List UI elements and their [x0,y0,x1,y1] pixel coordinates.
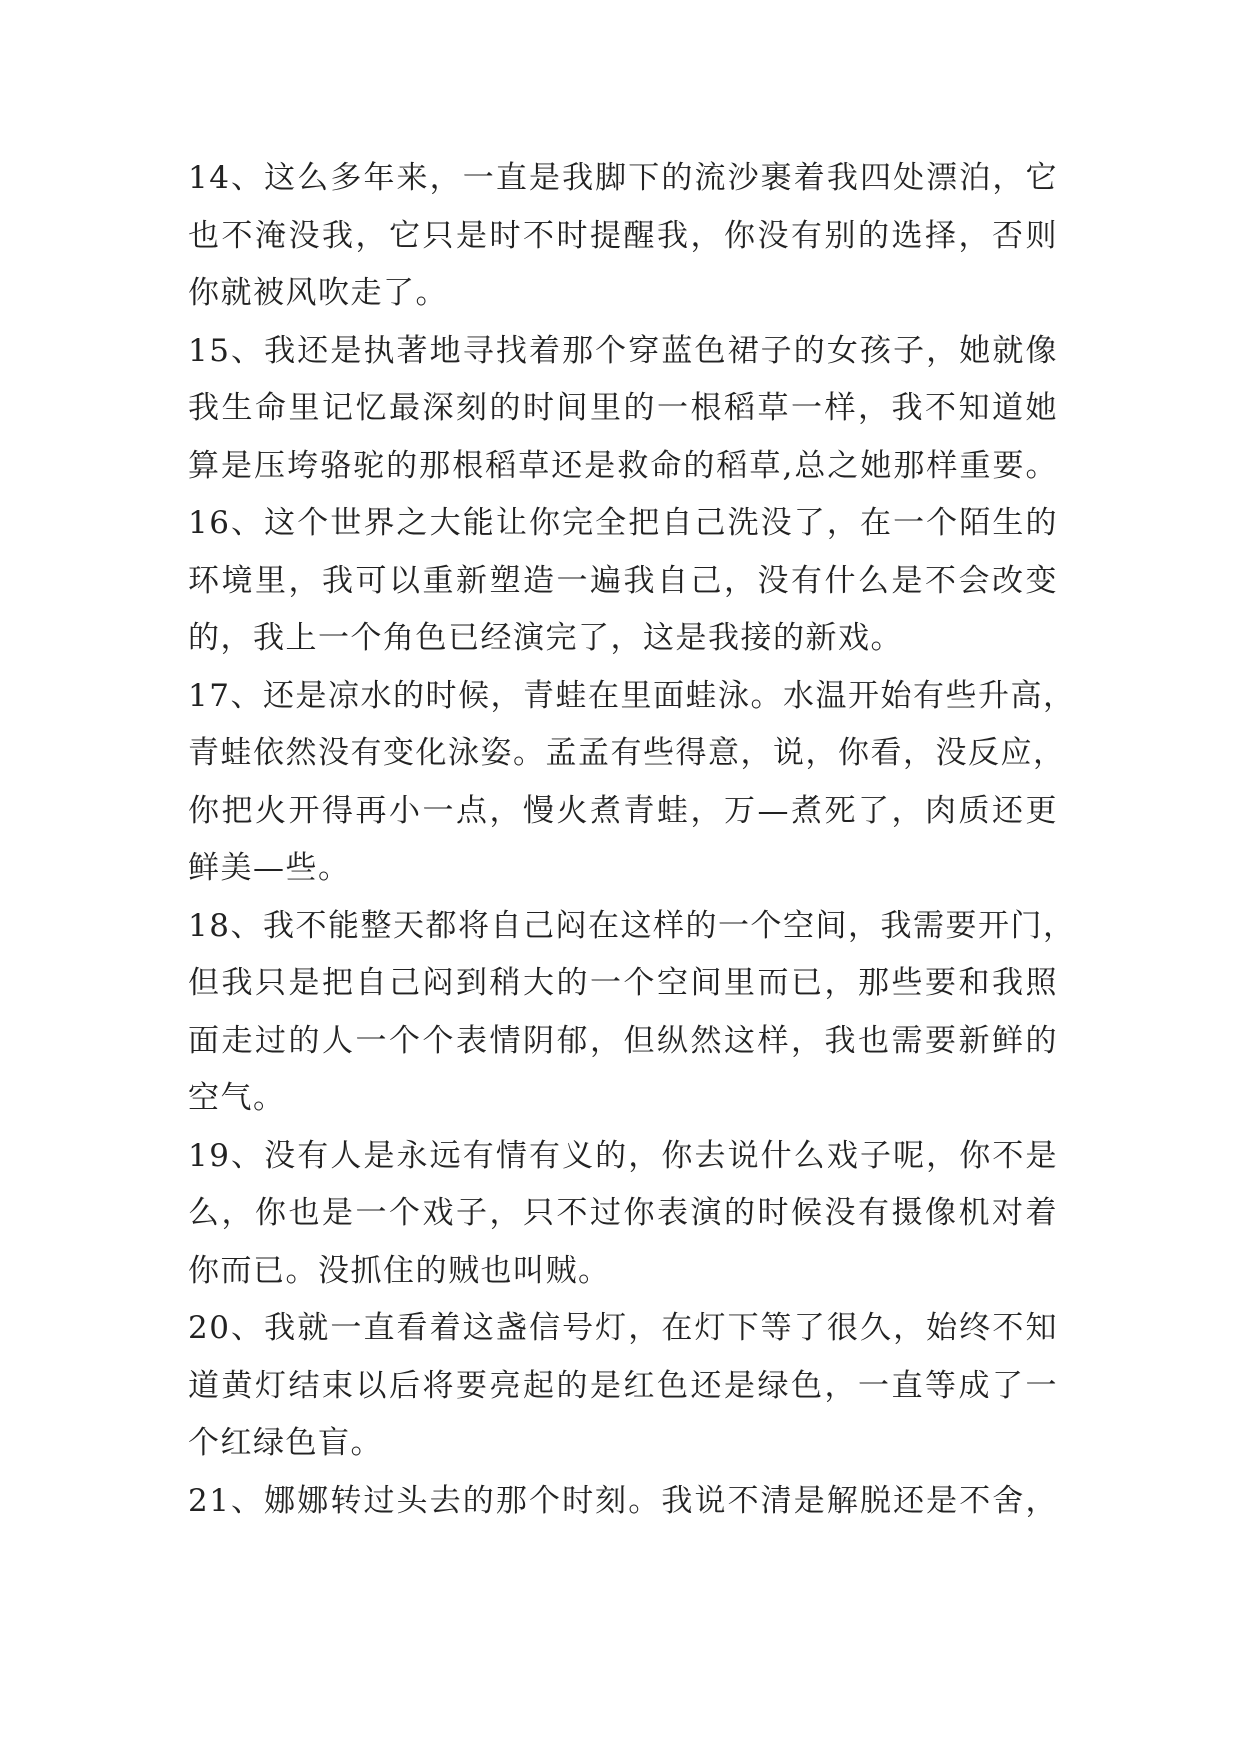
text-line: 17、还是凉水的时候，青蛙在里面蛙泳。水温开始有些升高， [188,677,1076,714]
text-line: 算是压垮骆驼的那根稻草还是救命的稻草,总之她那样重要。 [188,447,1058,484]
text-line: 但我只是把自己闷到稍大的一个空间里而已，那些要和我照 [188,965,1058,1001]
text-line: 16、这个世界之大能让你完全把自己洗没了，在一个陌生的 [188,505,1058,541]
text-line: 19、没有人是永远有情有义的，你去说什么戏子呢，你不是 [188,1137,1058,1174]
text-line: 21、娜娜转过头去的那个时刻。我说不清是解脱还是不舍， [188,1482,1058,1519]
text-line: 18、我不能整天都将自己闷在这样的一个空间，我需要开门， [188,907,1076,944]
text-line: 你而已。没抓住的贼也叫贼。 [188,1252,611,1289]
text-line: 你把火开得再小一点，慢火煮青蛙，万—煮死了，肉质还更 [188,792,1058,829]
text-line: 15、我还是执著地寻找着那个穿蓝色裙子的女孩子，她就像 [188,332,1058,369]
text-line: 我生命里记忆最深刻的时间里的一根稻草一样，我不知道她 [188,390,1058,426]
text-line: 空气。 [188,1080,286,1116]
text-line: 鲜美—些。 [188,850,351,886]
document-body [188,150,1076,1530]
text-line: 青蛙依然没有变化泳姿。孟孟有些得意，说，你看，没反应， [188,735,1066,771]
text-line: 环境里，我可以重新塑造一遍我自己，没有什么是不会改变 [188,562,1058,599]
text-line: 也不淹没我，它只是时不时提醒我，你没有别的选择，否则 [188,217,1058,254]
text-line: 14、这么多年来，一直是我脚下的流沙裹着我四处漂泊，它 [188,160,1058,196]
text-line: 个红绿色盲。 [188,1425,383,1461]
text-line: 么，你也是一个戏子，只不过你表演的时候没有摄像机对着 [188,1195,1058,1231]
text-line: 道黄灯结束以后将要亮起的是红色还是绿色，一直等成了一 [188,1367,1058,1404]
text-line: 你就被风吹走了。 [188,275,448,311]
text-line: 面走过的人一个个表情阴郁，但纵然这样，我也需要新鲜的 [188,1022,1058,1059]
text-line: 20、我就一直看着这盏信号灯，在灯下等了很久，始终不知 [188,1310,1058,1346]
text-line: 的，我上一个角色已经演完了，这是我接的新戏。 [188,620,903,656]
